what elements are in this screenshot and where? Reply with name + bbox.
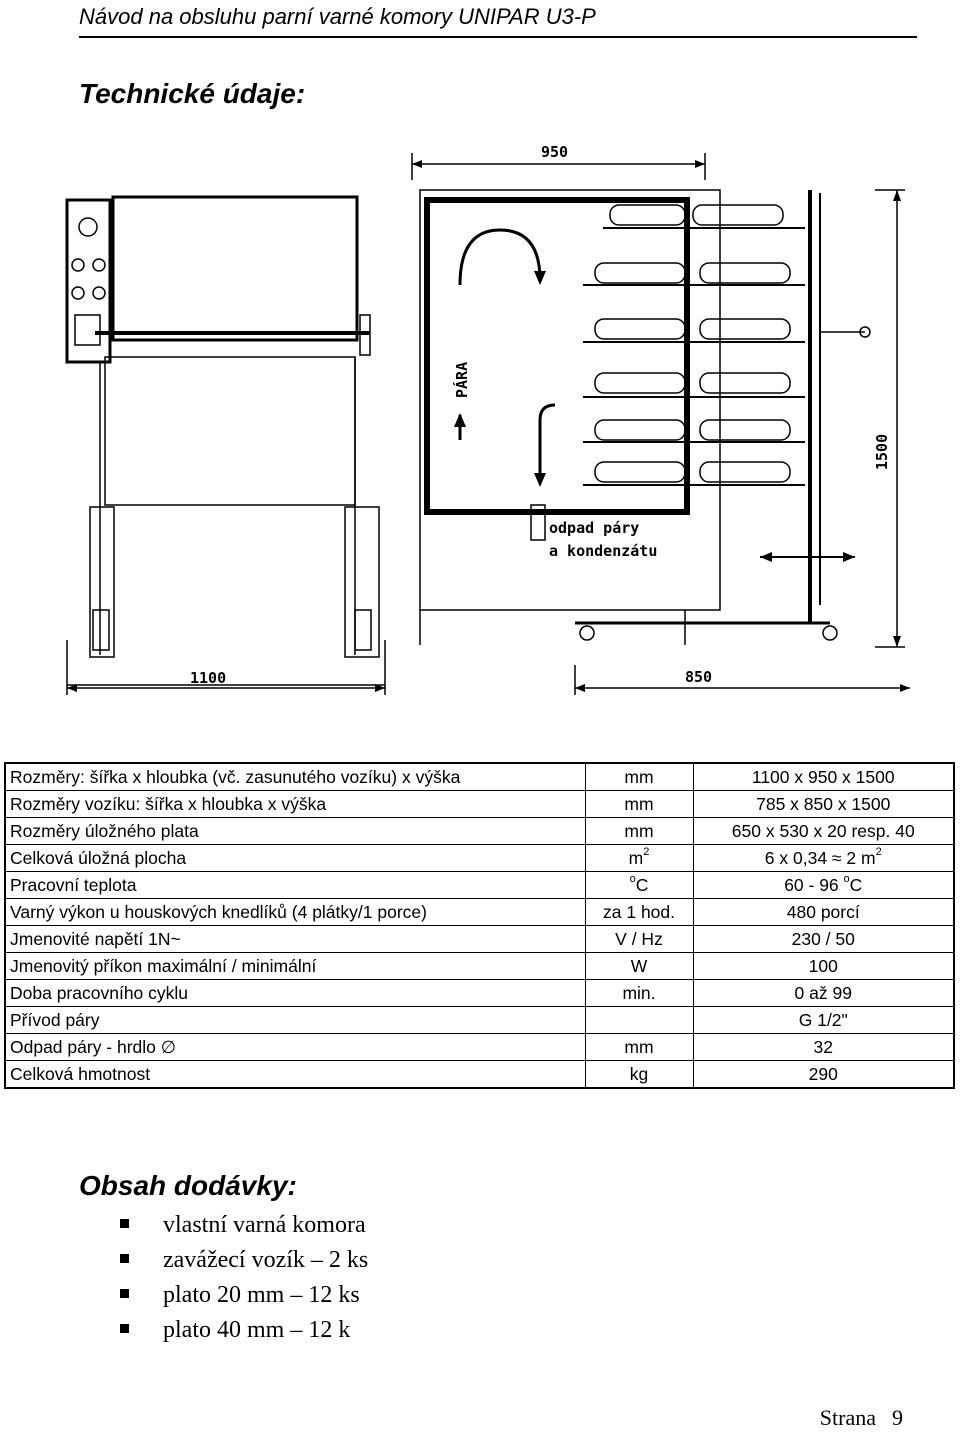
technical-drawing xyxy=(55,135,925,700)
bullet-icon xyxy=(120,1219,129,1228)
value-superscript: 2 xyxy=(875,846,882,859)
spec-unit xyxy=(585,845,693,872)
unit-text: min. xyxy=(622,983,656,1003)
value-text: 230 / 50 xyxy=(791,929,855,949)
table-row xyxy=(5,1007,954,1034)
table-row xyxy=(5,791,954,818)
unit-text: m xyxy=(628,848,644,868)
value-text: 480 porcí xyxy=(786,902,860,922)
technical-data-heading: Technické údaje: xyxy=(79,78,306,109)
value-tail: C xyxy=(849,875,863,895)
spec-value xyxy=(693,980,954,1007)
spec-value xyxy=(693,1007,954,1034)
unit-text: kg xyxy=(629,1064,649,1084)
header-title: Návod na obsluhu parní varné komory UNIPAR U3-P xyxy=(79,4,596,29)
unit-text: za 1 hod. xyxy=(603,902,675,922)
spec-unit xyxy=(585,953,693,980)
unit-superscript: o xyxy=(629,873,636,886)
spec-param: Celková úložná plocha xyxy=(5,845,585,872)
page-header xyxy=(79,4,917,38)
table-row xyxy=(5,845,954,872)
spec-unit xyxy=(585,980,693,1007)
unit-superscript: 2 xyxy=(643,846,650,859)
value-text: G 1/2" xyxy=(798,1010,848,1030)
unit-text: mm xyxy=(624,794,654,814)
spec-value xyxy=(693,872,954,899)
value-superscript: o xyxy=(843,873,850,886)
spec-param: Přívod páry xyxy=(5,1007,585,1034)
spec-unit xyxy=(585,899,693,926)
spec-param: Rozměry: šířka x hloubka (vč. zasunutého vozíku) x výška xyxy=(5,763,585,791)
unit-text: C xyxy=(635,875,649,895)
spec-unit xyxy=(585,1034,693,1061)
unit-text: W xyxy=(630,956,648,976)
spec-param: Doba pracovního cyklu xyxy=(5,980,585,1007)
delivery-list xyxy=(120,1208,368,1348)
spec-param: Jmenovitý příkon maximální / minimální xyxy=(5,953,585,980)
dim-850-label: 850 xyxy=(685,668,713,686)
spec-param: Odpad páry - hrdlo ∅ xyxy=(5,1034,585,1061)
spec-unit xyxy=(585,763,693,791)
table-row xyxy=(5,953,954,980)
spec-value xyxy=(693,791,954,818)
unit-text: mm xyxy=(624,821,654,841)
spec-value xyxy=(693,818,954,845)
delivery-heading: Obsah dodávky: xyxy=(79,1170,297,1201)
spec-table xyxy=(4,762,955,1089)
steam-label: PÁRA xyxy=(453,361,471,398)
page-footer xyxy=(820,1405,903,1431)
spec-param: Celková hmotnost xyxy=(5,1061,585,1089)
spec-value xyxy=(693,763,954,791)
value-text: 32 xyxy=(813,1037,833,1057)
value-text: 290 xyxy=(808,1064,838,1084)
spec-value xyxy=(693,926,954,953)
value-text: 650 x 530 x 20 resp. 40 xyxy=(731,821,915,841)
spec-unit xyxy=(585,1061,693,1089)
bullet-icon xyxy=(120,1254,129,1263)
dim-950-label: 950 xyxy=(541,143,569,161)
unit-text: V / Hz xyxy=(615,929,663,949)
spec-param: Rozměry vozíku: šířka x hloubka x výška xyxy=(5,791,585,818)
table-row xyxy=(5,980,954,1007)
spec-value xyxy=(693,1061,954,1089)
spec-unit xyxy=(585,1007,693,1034)
value-text: 0 až 99 xyxy=(794,983,852,1003)
bullet-icon xyxy=(120,1289,129,1298)
spec-param: Rozměry úložného plata xyxy=(5,818,585,845)
spec-unit xyxy=(585,791,693,818)
footer-label: Strana xyxy=(819,1405,876,1430)
spec-param: Varný výkon u houskových knedlíků (4 plátky/1 porce) xyxy=(5,899,585,926)
table-row xyxy=(5,1034,954,1061)
value-text: 785 x 850 x 1500 xyxy=(756,794,891,814)
spec-unit xyxy=(585,818,693,845)
bullet-icon xyxy=(120,1324,129,1333)
dim-1100-label: 1100 xyxy=(190,669,227,687)
list-item: vlastní varná komora xyxy=(120,1208,368,1243)
unit-text: mm xyxy=(624,1037,654,1057)
spec-value xyxy=(693,845,954,872)
table-row xyxy=(5,818,954,845)
value-text: 6 x 0,34 ≈ 2 m xyxy=(764,848,876,868)
spec-param: Jmenovité napětí 1N~ xyxy=(5,926,585,953)
dim-1500-label: 1500 xyxy=(873,433,891,470)
spec-param: Pracovní teplota xyxy=(5,872,585,899)
value-text: 100 xyxy=(808,956,838,976)
spec-value xyxy=(693,1034,954,1061)
value-text: 1100 x 950 x 1500 xyxy=(751,767,895,787)
table-row xyxy=(5,899,954,926)
spec-value xyxy=(693,953,954,980)
value-text: 60 - 96 xyxy=(784,875,844,895)
drain-label-line2: a kondenzátu xyxy=(549,542,658,560)
list-item: zavážecí vozík – 2 ks xyxy=(120,1243,368,1278)
list-item: plato 20 mm – 12 ks xyxy=(120,1278,368,1313)
spec-unit xyxy=(585,872,693,899)
table-row xyxy=(5,872,954,899)
list-item: plato 40 mm – 12 k xyxy=(120,1313,368,1348)
table-row xyxy=(5,926,954,953)
unit-text: mm xyxy=(624,767,654,787)
spec-value xyxy=(693,899,954,926)
spec-unit xyxy=(585,926,693,953)
table-row xyxy=(5,763,954,791)
drain-label-line1: odpad páry xyxy=(549,519,640,537)
table-row xyxy=(5,1061,954,1089)
page-number: 9 xyxy=(892,1405,903,1430)
